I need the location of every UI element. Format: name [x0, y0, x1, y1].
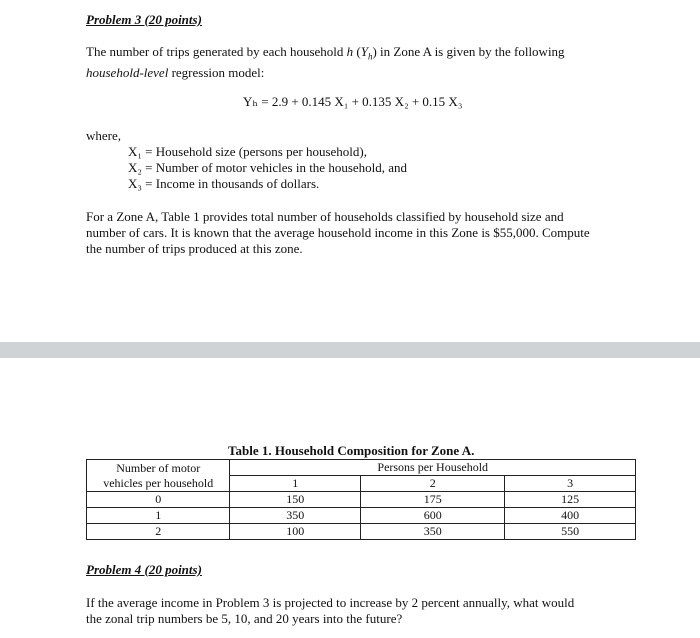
table-cell: 400: [505, 508, 636, 524]
definition-x3: X₃ = Income in thousands of dollars.: [128, 176, 320, 191]
where-label: where,: [86, 128, 122, 143]
problem-4-heading: Problem 4 (20 points): [86, 562, 202, 577]
table-cell: 125: [505, 492, 636, 508]
table-caption: Table 1. Household Composition for Zone A.: [228, 443, 475, 458]
table-cell: 100: [230, 524, 361, 540]
table-header-row: [87, 460, 636, 476]
column-header: 2: [361, 476, 505, 492]
table-row: [87, 492, 636, 508]
persons-group-header: Persons per Household: [230, 460, 636, 476]
problem-4-line-1: If the average income in Problem 3 is projected to increase by 2 percent annually, what would: [86, 595, 575, 610]
page-divider-band: [0, 342, 700, 358]
table-cell: 150: [230, 492, 361, 508]
table-row: [87, 524, 636, 540]
definition-x2: X₂ = Number of motor vehicles in the household, and: [128, 160, 408, 175]
problem-4-line-2: the zonal trip numbers be 5, 10, and 20 years into the future?: [86, 611, 403, 626]
row-header-cell: Number of motor vehicles per household: [87, 460, 230, 492]
task-line-2: number of cars. It is known that the average household income in this Zone is $55,000. Compute: [86, 225, 590, 240]
table-cell: 350: [361, 524, 505, 540]
table-cell: 350: [230, 508, 361, 524]
problem-4-text: [86, 595, 656, 627]
household-composition-table: [86, 459, 636, 540]
column-header: 3: [505, 476, 636, 492]
table-cell: 175: [361, 492, 505, 508]
problem-3-intro: [86, 44, 646, 81]
intro-line-2: household-level regression model:: [86, 64, 265, 80]
table-row: [87, 508, 636, 524]
definition-x1: X₁ = Household size (persons per household),: [128, 144, 367, 159]
vehicles-cell: 0: [87, 492, 230, 508]
regression-equation: Yₕ = 2.9 + 0.145 X₁ + 0.135 X₂ + 0.15 X₃: [243, 94, 463, 109]
intro-line-1: The number of trips generated by each household h $(Y_h)$ in Zone A is given by the following: [86, 44, 565, 62]
vehicles-cell: 1: [87, 508, 230, 524]
table-cell: 550: [505, 524, 636, 540]
table-cell: 600: [361, 508, 505, 524]
variable-definitions: [128, 144, 407, 192]
vehicles-cell: 2: [87, 524, 230, 540]
problem-3-heading: Problem 3 (20 points): [86, 12, 202, 27]
task-line-1: For a Zone A, Table 1 provides total number of households classified by household size and: [86, 209, 564, 224]
problem-3-task: [86, 209, 656, 257]
task-line-3: the number of trips produced at this zone.: [86, 241, 303, 256]
column-header: 1: [230, 476, 361, 492]
